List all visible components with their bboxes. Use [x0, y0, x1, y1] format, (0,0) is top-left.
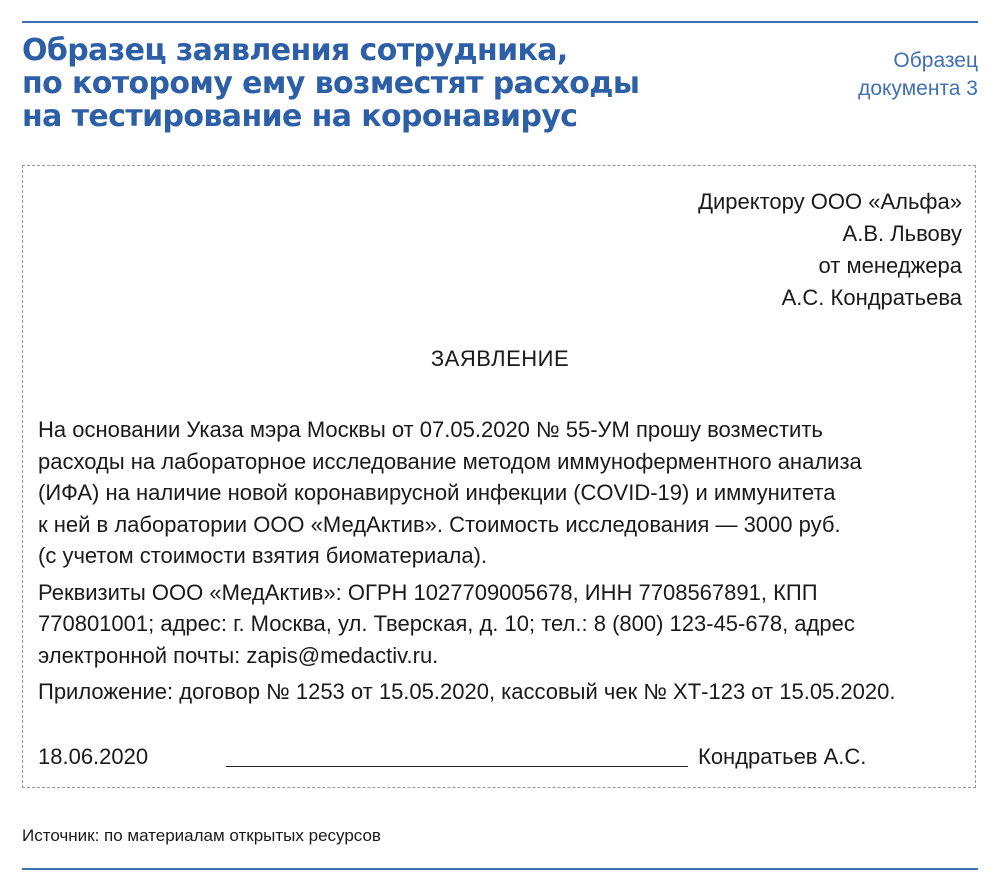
signature-line — [226, 766, 688, 767]
top-rule — [22, 21, 978, 23]
addressee-line: А.В. Львову — [842, 221, 962, 246]
document-title: ЗАЯВЛЕНИЕ — [430, 346, 570, 371]
text-line: к ней в лаборатории ООО «МедАктив». Стоимость исследования — 3000 руб. — [38, 511, 841, 537]
addressee-line: Директору ООО «Альфа» — [698, 189, 962, 214]
text-line: (с учетом стоимости взятия биоматериала). — [38, 543, 488, 568]
text-line: На основании Указа мэра Москвы от 07.05.2020 № 55-УМ прошу возместить — [38, 417, 823, 442]
document-body — [38, 414, 968, 713]
sample-label-line: документа 3 — [858, 77, 978, 100]
text-line: электронной почты: zapis@medactiv.ru. — [38, 642, 439, 668]
text-line: расходы на лабораторное исследование методом иммуноферментного анализа — [38, 448, 862, 474]
title-line: Образец заявления сотрудника, — [22, 33, 568, 68]
paragraph-attachment — [38, 676, 968, 708]
sample-label — [858, 47, 978, 103]
sample-label-line: Образец — [893, 49, 978, 72]
paragraph-details — [38, 577, 968, 672]
paragraph-request — [38, 414, 968, 572]
text-line: 770801001; адрес: г. Москва, ул. Тверская, д. 10; тел.: 8 (800) 123-45-678, адрес — [38, 611, 855, 636]
title-line: на тестирование на коронавирус — [22, 99, 578, 134]
page-title — [22, 33, 640, 134]
text-line: Приложение: договор № 1253 от 15.05.2020, кассовый чек № ХТ-123 от 15.05.2020. — [38, 679, 896, 704]
addressee-line: от менеджера — [818, 253, 962, 278]
document-date: 18.06.2020 — [38, 744, 149, 769]
text-line: Реквизиты ООО «МедАктив»: ОГРН 1027709005678, ИНН 7708567891, КПП — [38, 579, 818, 605]
title-line: по которому ему возместят расходы — [22, 66, 640, 101]
addressee-block — [698, 186, 962, 314]
source-note: Источник: по материалам открытых ресурсов — [22, 826, 381, 845]
signer-name: Кондратьев А.С. — [698, 744, 867, 769]
text-line: (ИФА) на наличие новой коронавирусной инфекции (COVID-19) и иммунитета — [38, 480, 836, 505]
addressee-line: А.С. Кондратьева — [781, 285, 962, 310]
bottom-rule — [22, 868, 978, 870]
signature-row — [38, 744, 968, 774]
